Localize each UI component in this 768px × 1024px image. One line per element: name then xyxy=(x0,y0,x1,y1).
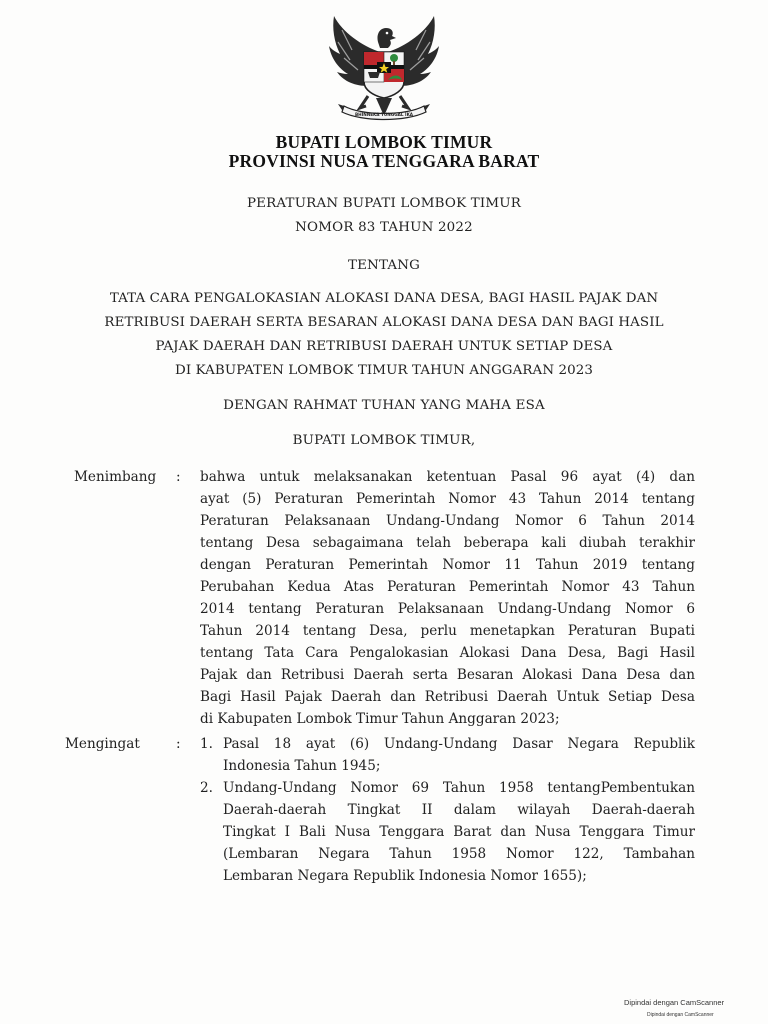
menimbang-line: Peraturan Pelaksanaan Undang-Undang Nomor 6 Tahun 2014 xyxy=(200,513,695,529)
menimbang-line: Perubahan Kedua Atas Peraturan Pemerintah Nomor 43 Tahun xyxy=(200,579,695,595)
menimbang-line: Pajak dan Retribusi Daerah serta Besaran Alokasi Dana Desa dan xyxy=(200,667,695,683)
authority-line: BUPATI LOMBOK TIMUR, xyxy=(292,433,476,448)
subject-line: RETRIBUSI DAERAH SERTA BESARAN ALOKASI DANA DESA DAN BAGI HASIL xyxy=(104,315,664,330)
menimbang-line: 2014 tentang Peraturan Pelaksanaan Undang-Undang Nomor 6 xyxy=(200,601,695,617)
mengingat-item-line: Daerah-daerah Tingkat II dalam wilayah Daerah-daerah xyxy=(223,802,695,818)
institution-province: PROVINSI NUSA TENGGARA BARAT xyxy=(228,151,540,171)
mengingat-item-line: Pasal 18 ayat (6) Undang-Undang Dasar Negara Republik xyxy=(223,736,695,752)
institution-name: BUPATI LOMBOK TIMUR xyxy=(275,132,493,152)
mengingat-item-line: Undang-Undang Nomor 69 Tahun 1958 tentangPembentukan xyxy=(223,780,695,796)
list-item-number: 1. xyxy=(200,736,213,752)
menimbang-line: tentang Tata Cara Pengalokasian Alokasi Dana Desa, Bagi Hasil xyxy=(200,645,695,661)
list-item-number: 2. xyxy=(200,780,213,796)
menimbang-colon: : xyxy=(176,469,181,485)
blessing-line: DENGAN RAHMAT TUHAN YANG MAHA ESA xyxy=(223,398,545,413)
subject-line: DI KABUPATEN LOMBOK TIMUR TAHUN ANGGARAN 2023 xyxy=(175,363,593,378)
menimbang-line: ayat (5) Peraturan Pemerintah Nomor 43 Tahun 2014 tentang xyxy=(200,491,695,507)
mengingat-item-line: (Lembaran Negara Tahun 1958 Nomor 122, Tambahan xyxy=(223,846,695,862)
subject-line: TATA CARA PENGALOKASIAN ALOKASI DANA DESA, BAGI HASIL PAJAK DAN xyxy=(109,291,659,306)
menimbang-line: bahwa untuk melaksanakan ketentuan Pasal 96 ayat (4) dan xyxy=(200,469,695,485)
garuda-pancasila-emblem xyxy=(322,12,446,124)
mengingat-colon: : xyxy=(176,736,181,752)
menimbang-label: Menimbang xyxy=(74,469,157,485)
mengingat-item-line: Indonesia Tahun 1945; xyxy=(223,758,381,774)
regulation-number: NOMOR 83 TAHUN 2022 xyxy=(295,220,473,235)
subject-line: PAJAK DAERAH DAN RETRIBUSI DAERAH UNTUK SETIAP DESA xyxy=(155,339,613,354)
scanner-watermark-small: Dipindai dengan CamScanner xyxy=(647,1012,714,1018)
menimbang-line: tentang Desa sebagaimana telah beberapa kali diubah terakhir xyxy=(200,535,695,551)
scanner-watermark: Dipindai dengan CamScanner xyxy=(624,998,725,1007)
mengingat-item-line: Tingkat I Bali Nusa Tenggara Barat dan Nusa Tenggara Timur xyxy=(223,824,695,840)
menimbang-line: di Kabupaten Lombok Timur Tahun Anggaran 2023; xyxy=(200,711,560,727)
mengingat-item-line: Lembaran Negara Republik Indonesia Nomor 1655); xyxy=(223,868,587,884)
regulation-title: PERATURAN BUPATI LOMBOK TIMUR xyxy=(246,196,522,211)
mengingat-label: Mengingat xyxy=(65,736,140,752)
about-label: TENTANG xyxy=(347,258,421,273)
menimbang-line: Tahun 2014 tentang Desa, perlu menetapkan Peraturan Bupati xyxy=(200,623,695,639)
menimbang-line: dengan Peraturan Pemerintah Nomor 11 Tahun 2019 tentang xyxy=(200,557,695,573)
menimbang-line: Bagi Hasil Pajak Daerah dan Retribusi Daerah Untuk Setiap Desa xyxy=(200,689,695,705)
emblem-motto: BHINNEKA TUNGGAL IKA xyxy=(354,112,414,117)
